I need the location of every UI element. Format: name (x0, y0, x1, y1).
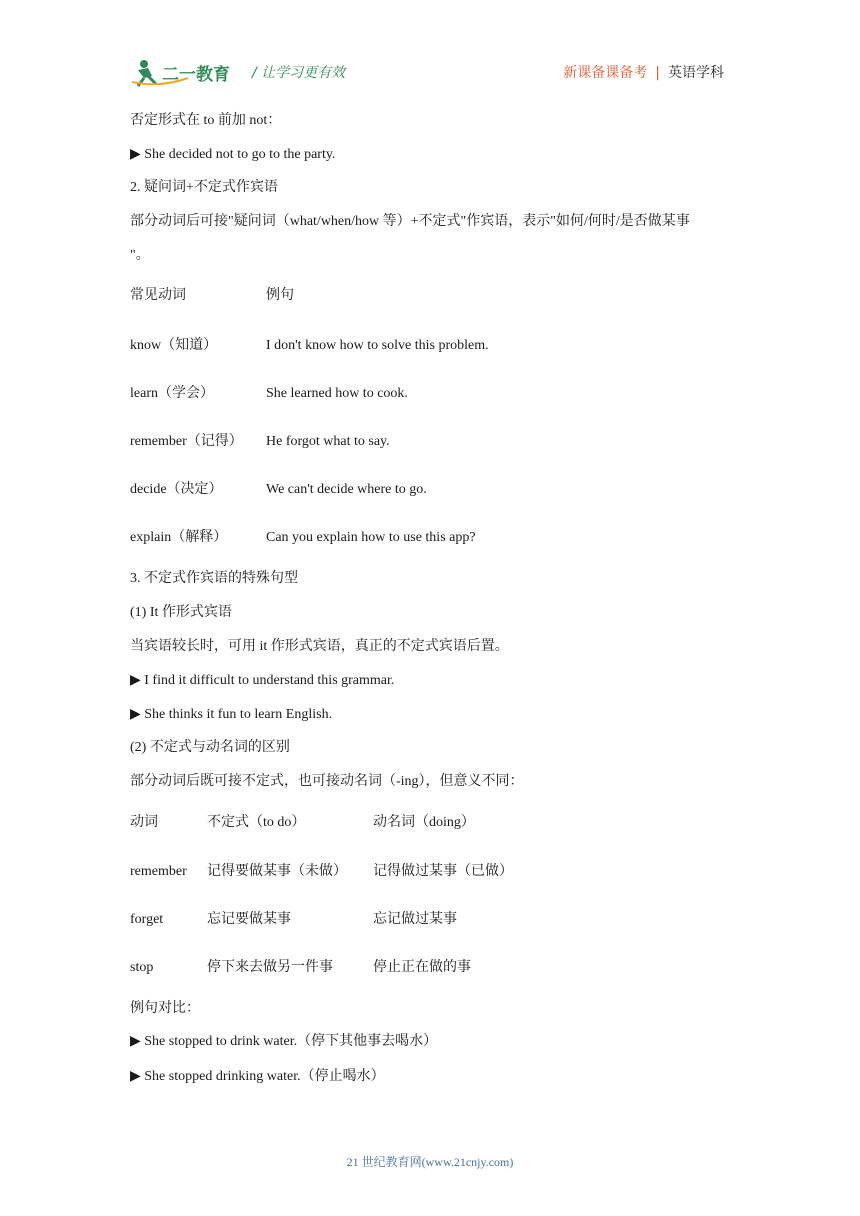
text-line: 部分动词后既可接不定式，也可接动名词（-ing），但意义不同： (130, 774, 524, 789)
text-line: 例句对比： (130, 1001, 200, 1016)
text-line: 否定形式在 to 前加 not： (130, 113, 282, 128)
logo-icon (130, 56, 248, 90)
table-header: 不定式（to do） (207, 815, 306, 830)
section-heading: 2. 疑问词+不定式作宾语 (130, 180, 278, 195)
table-cell: 忘记要做某事 (207, 912, 291, 927)
table-cell: explain（解释） (130, 530, 228, 545)
example-sentence: ▶ She thinks it fun to learn English. (130, 707, 333, 722)
example-sentence: ▶ She decided not to go to the party. (130, 147, 336, 162)
page-header (130, 54, 730, 94)
table-header: 例句 (266, 288, 294, 303)
table-cell: remember（记得） (130, 434, 243, 449)
table-cell: decide（决定） (130, 482, 223, 497)
logo-text: 二一教育 (162, 65, 230, 85)
section-heading: 3. 不定式作宾语的特殊句型 (130, 571, 298, 586)
table-cell: He forgot what to say. (266, 434, 390, 449)
table-cell: We can't decide where to go. (266, 482, 427, 497)
example-sentence: ▶ I find it difficult to understand this grammar. (130, 673, 395, 688)
header-separator: | (655, 65, 660, 81)
table-cell: forget (130, 912, 164, 927)
slogan: / 让学习更有效 (252, 65, 346, 81)
table-cell: know（知道） (130, 338, 218, 353)
page-footer: 21 世纪教育网(www.21cnjy.com) (346, 1155, 514, 1169)
header-right (563, 62, 724, 82)
table-cell: remember (130, 864, 187, 879)
table-cell: She learned how to cook. (266, 386, 408, 401)
text-line: 部分动词后可接"疑问词（what/when/how 等）+不定式"作宾语，表示"如何/何时/是否做某事 (130, 214, 690, 229)
table-cell: Can you explain how to use this app? (266, 530, 476, 545)
table-cell: 记得要做某事（未做） (207, 864, 347, 879)
example-sentence: ▶ She stopped to drink water.（停下其他事去喝水） (130, 1034, 438, 1049)
table-cell: stop (130, 960, 154, 975)
example-sentence: ▶ She stopped drinking water.（停止喝水） (130, 1069, 385, 1084)
table-header: 动词 (130, 815, 158, 830)
table-cell: 停下来去做另一件事 (207, 960, 333, 975)
table-cell: learn（学会） (130, 386, 214, 401)
text-line: "。 (130, 248, 150, 263)
table-header: 动名词（doing） (373, 815, 475, 830)
table-cell: 记得做过某事（已做） (373, 864, 513, 879)
subsection-heading: (1) It 作形式宾语 (130, 605, 232, 620)
header-tag: 新课备课备考 (563, 65, 648, 81)
table-cell: I don't know how to solve this problem. (266, 338, 489, 353)
text-line: 当宾语较长时，可用 it 作形式宾语，真正的不定式宾语后置。 (130, 639, 509, 654)
table-cell: 忘记做过某事 (373, 912, 457, 927)
table-cell: 停止正在做的事 (373, 960, 471, 975)
subsection-heading: (2) 不定式与动名词的区别 (130, 740, 290, 755)
header-subject: 英语学科 (668, 65, 724, 81)
table-header: 常见动词 (130, 288, 186, 303)
